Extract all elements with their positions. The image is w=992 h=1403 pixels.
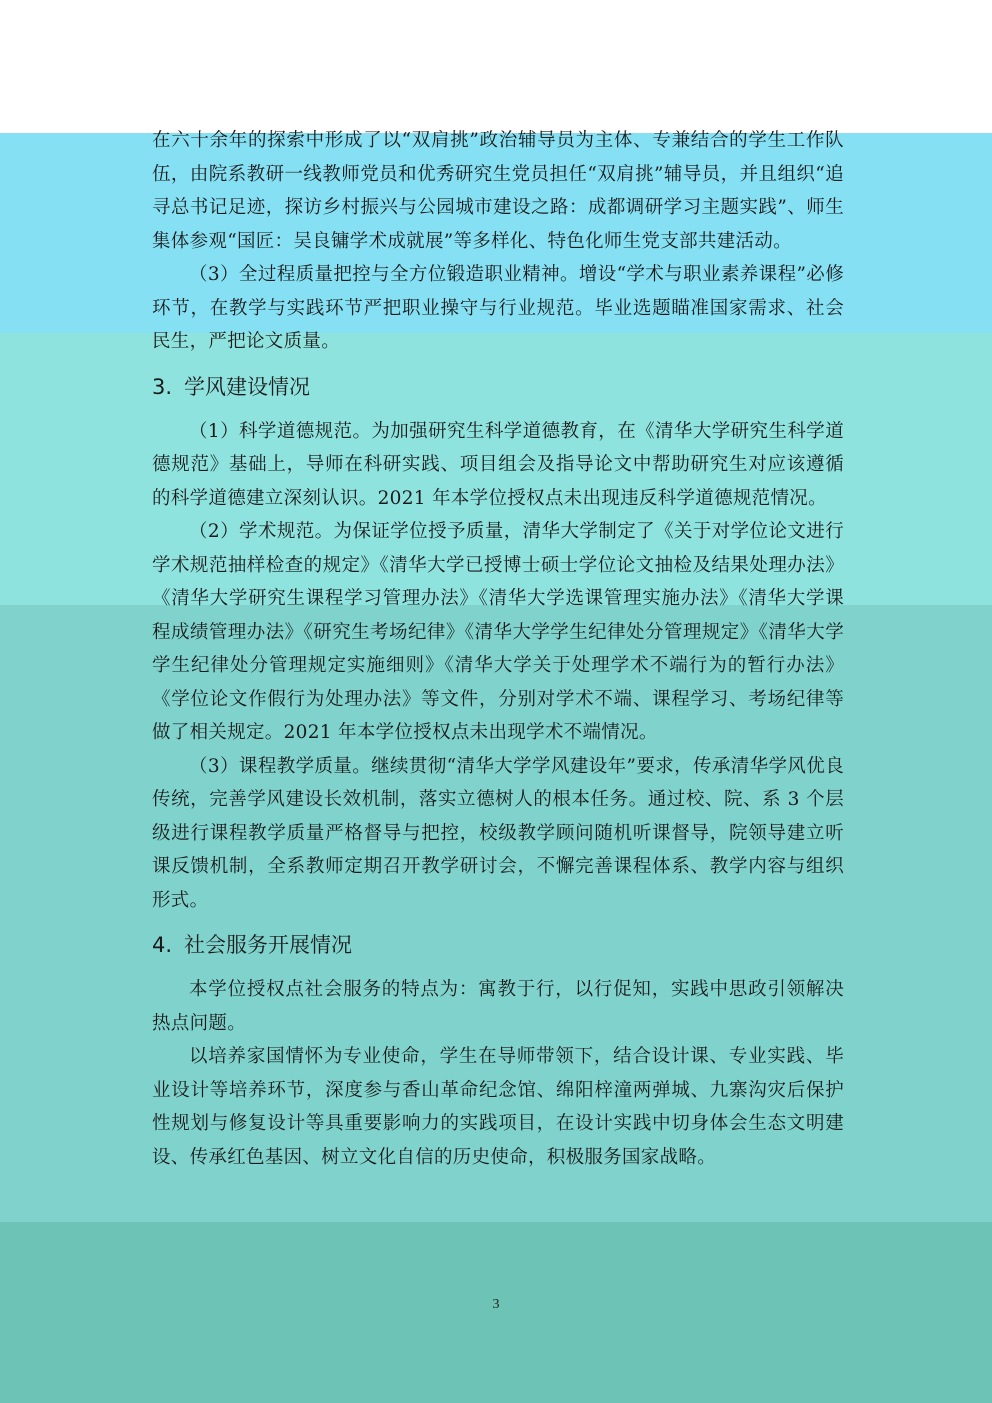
- section-heading-academic-style: [152, 359, 844, 415]
- document-body: [152, 124, 844, 1174]
- paragraph-service-features: 本学位授权点社会服务的特点为：寓教于行，以行促知，实践中思政引领解决热点问题。: [152, 979, 844, 1034]
- paragraph-service-projects: 以培养家国情怀为专业使命，学生在导师带领下，结合设计课、专业实践、毕业设计等培养环节，深度参与香山革命纪念馆、绵阳梓潼两弹城、九寨沟灾后保护性规划与修复设计等具重要影响力的实践项目，在设计实践中切身体会生态文明建设、传承红色基因、树立文化自信的历史使命，积极服务国家战略。: [152, 1046, 844, 1168]
- section-title: 社会服务开展情况: [184, 933, 353, 957]
- paragraph-continued: 在六十余年的探索中形成了以“双肩挑”政治辅导员为主体、专兼结合的学生工作队伍，由院系教研一线教师党员和优秀研究生党员担任“双肩挑”辅导员，并且组织“追寻总书记足迹，探访乡村振兴与公园城市建设之路：成都调研学习主题实践”、师生集体参观“国匠：吴良镛学术成就展”等多样化、特色化师生党支部共建活动。: [152, 130, 844, 252]
- paragraph-teaching-quality: （3）课程教学质量。继续贯彻“清华大学学风建设年”要求，传承清华学风优良传统，完善学风建设长效机制，落实立德树人的根本任务。通过校、院、系 3 个层级进行课程教学质量严格督导与把控，校级教学顾问随机听课督导，院领导建立听课反馈机制，全系教师定期召开教学研讨会，不懈完善课程体系、教学内容与组织形式。: [152, 755, 844, 911]
- paragraph-scientific-ethics: （1）科学道德规范。为加强研究生科学道德教育，在《清华大学研究生科学道德规范》基础上，导师在科研实践、项目组会及指导论文中帮助研究生对应该遵循的科学道德建立深刻认识。2021 年本学位授权点未出现违反科学道德规范情况。: [152, 420, 844, 509]
- paragraph-academic-norms: （2）学术规范。为保证学位授予质量，清华大学制定了《关于对学位论文进行学术规范抽样检查的规定》《清华大学已授博士硕士学位论文抽检及结果处理办法》《清华大学研究生课程学习管理办法》《清华大学选课管理实施办法》《清华大学课程成绩管理办法》《研究生考场纪律》《清华大学学生纪律处分管理规定》《清华大学学生纪律处分管理规定实施细则》《清华大学关于处理学术不端行为的暂行办法》《学位论文作假行为处理办法》等文件，分别对学术不端、课程学习、考场纪律等做了相关规定。2021 年本学位授权点未出现学术不端情况。: [152, 521, 844, 743]
- section-heading-social-service: [152, 917, 844, 973]
- paragraph-quality-control: （3）全过程质量把控与全方位锻造职业精神。增设“学术与职业素养课程”必修环节，在教学与实践环节严把职业操守与行业规范。毕业选题瞄准国家需求、社会民生，严把论文质量。: [152, 264, 844, 352]
- section-number: 4.: [152, 933, 173, 957]
- page-number: 3: [492, 1297, 500, 1312]
- section-number: 3.: [152, 374, 173, 399]
- background-band-white: [0, 0, 992, 133]
- section-title: 学风建设情况: [184, 374, 311, 399]
